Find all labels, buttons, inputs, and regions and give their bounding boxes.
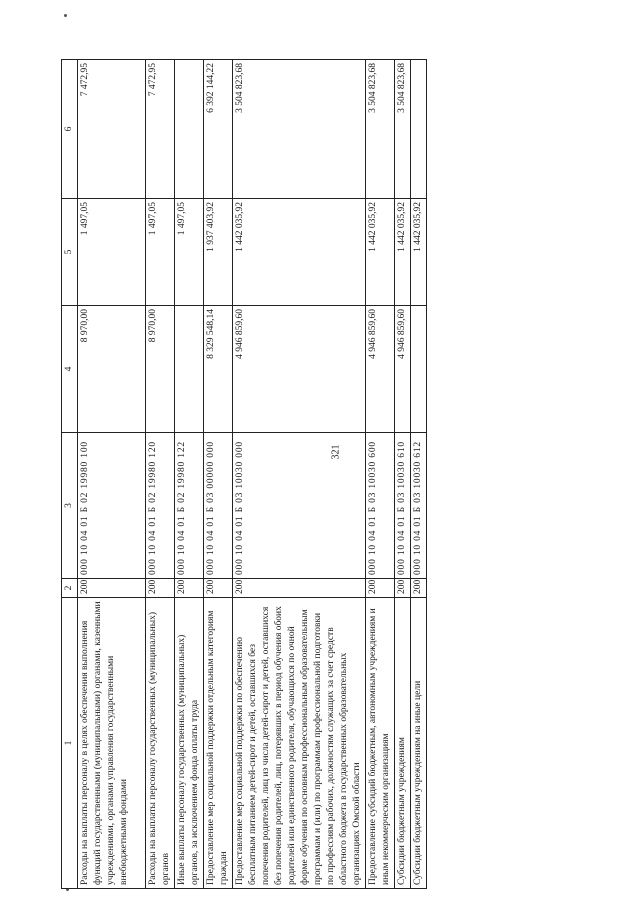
row-amount-col6 — [411, 60, 427, 199]
row-name: Предоставление мер социальной поддержки по обеспечению бесплатным питанием детей-сирот и детей, оставшихся без попечения родителей, лиц из числа детей-сирот и детей, оставшихся без попечения родителей, лиц, потерявших в период обучения обоих родителей или единственного родителя, обучающихся по очной форме обучения по основным профессиональным образовательным программам и (или) по программам профессиональной подготовки по профессиям рабочих, должностям служащих за счет средств областного бюджета в государственных образовательных организациях Омской области — [233, 598, 366, 889]
row-amount-col6: 3 504 823,68 — [233, 60, 366, 199]
row-amount-col4: 4 946 859,60 — [395, 306, 411, 433]
row-admin-code: 200 — [395, 579, 411, 598]
row-amount-col4: 8 970,00 — [146, 306, 175, 433]
column-header: 3 — [62, 433, 78, 579]
row-budget-code: 000 10 04 01 Б 03 10030 600 — [366, 433, 395, 579]
column-header: 2 — [62, 579, 78, 598]
row-amount-col5: 1 497,05 — [78, 199, 146, 306]
row-amount-col5: 1 442 035,92 — [233, 199, 366, 306]
row-amount-col5: 1 497,05 — [175, 199, 204, 306]
row-budget-code: 000 10 04 01 Б 03 00000 000 — [204, 433, 233, 579]
table-row — [78, 60, 146, 889]
row-name: Предоставление субсидий бюджетным, автономным учреждениям и иным некоммерческим организациям — [366, 598, 395, 889]
budget-table — [61, 59, 427, 889]
row-amount-col6: 6 392 144,22 — [204, 60, 233, 199]
page-number: 321 — [330, 444, 342, 460]
column-header: 6 — [62, 60, 78, 199]
column-header: 5 — [62, 199, 78, 306]
row-admin-code: 200 — [175, 579, 204, 598]
row-name: Расходы на выплаты персоналу государственных (муниципальных) органов — [146, 598, 175, 889]
rotated-table-container — [61, 60, 423, 889]
table-row — [175, 60, 204, 889]
row-amount-col6: 3 504 823,68 — [366, 60, 395, 199]
row-budget-code: 000 10 04 01 Б 02 19980 120 — [146, 433, 175, 579]
table-row — [233, 60, 366, 889]
row-amount-col5: 1 442 035,92 — [395, 199, 411, 306]
column-header: 1 — [62, 598, 78, 889]
row-budget-code: 000 10 04 01 Б 03 10030 000 — [233, 433, 366, 579]
row-amount-col4: 8 329 548,14 — [204, 306, 233, 433]
row-amount-col5: 1 442 035,92 — [411, 199, 427, 306]
row-admin-code: 200 — [78, 579, 146, 598]
row-budget-code: 000 10 04 01 Б 02 19980 122 — [175, 433, 204, 579]
row-name: Иные выплаты персоналу государственных (муниципальных) органов, за исключением фонда оплаты труда — [175, 598, 204, 889]
table-row — [411, 60, 427, 889]
row-amount-col4 — [411, 306, 427, 433]
row-amount-col6 — [175, 60, 204, 199]
row-amount-col5: 1 442 035,92 — [366, 199, 395, 306]
row-amount-col4 — [175, 306, 204, 433]
row-name: Субсидии бюджетным учреждениям на иные цели — [411, 598, 427, 889]
row-amount-col4: 4 946 859,60 — [366, 306, 395, 433]
column-header: 4 — [62, 306, 78, 433]
table-row — [204, 60, 233, 889]
row-admin-code: 200 — [204, 579, 233, 598]
header-row — [62, 60, 78, 889]
row-budget-code: 000 10 04 01 Б 03 10030 610 — [395, 433, 411, 579]
table-row — [395, 60, 411, 889]
row-admin-code: 200 — [233, 579, 366, 598]
row-budget-code: 000 10 04 01 Б 02 19980 100 — [78, 433, 146, 579]
row-admin-code: 200 — [146, 579, 175, 598]
row-amount-col5: 1 937 403,92 — [204, 199, 233, 306]
scan-speck — [64, 14, 67, 17]
row-amount-col4: 4 946 859,60 — [233, 306, 366, 433]
row-name: Субсидии бюджетным учреждениям — [395, 598, 411, 889]
row-amount-col5: 1 497,05 — [146, 199, 175, 306]
row-amount-col6: 3 504 823,68 — [395, 60, 411, 199]
row-amount-col6: 7 472,95 — [78, 60, 146, 199]
row-amount-col6: 7 472,95 — [146, 60, 175, 199]
row-admin-code: 200 — [411, 579, 427, 598]
row-admin-code: 200 — [366, 579, 395, 598]
table-row — [146, 60, 175, 889]
row-name: Расходы на выплаты персоналу в целях обеспечения выполнения функций государственными (муниципальными) органами, казенными учреждениями, органами управления государственными внебюджетными фондами — [78, 598, 146, 889]
row-amount-col4: 8 970,00 — [78, 306, 146, 433]
row-name: Предоставление мер социальной поддержки отдельным категориям граждан — [204, 598, 233, 889]
row-budget-code: 000 10 04 01 Б 03 10030 612 — [411, 433, 427, 579]
table-row — [366, 60, 395, 889]
